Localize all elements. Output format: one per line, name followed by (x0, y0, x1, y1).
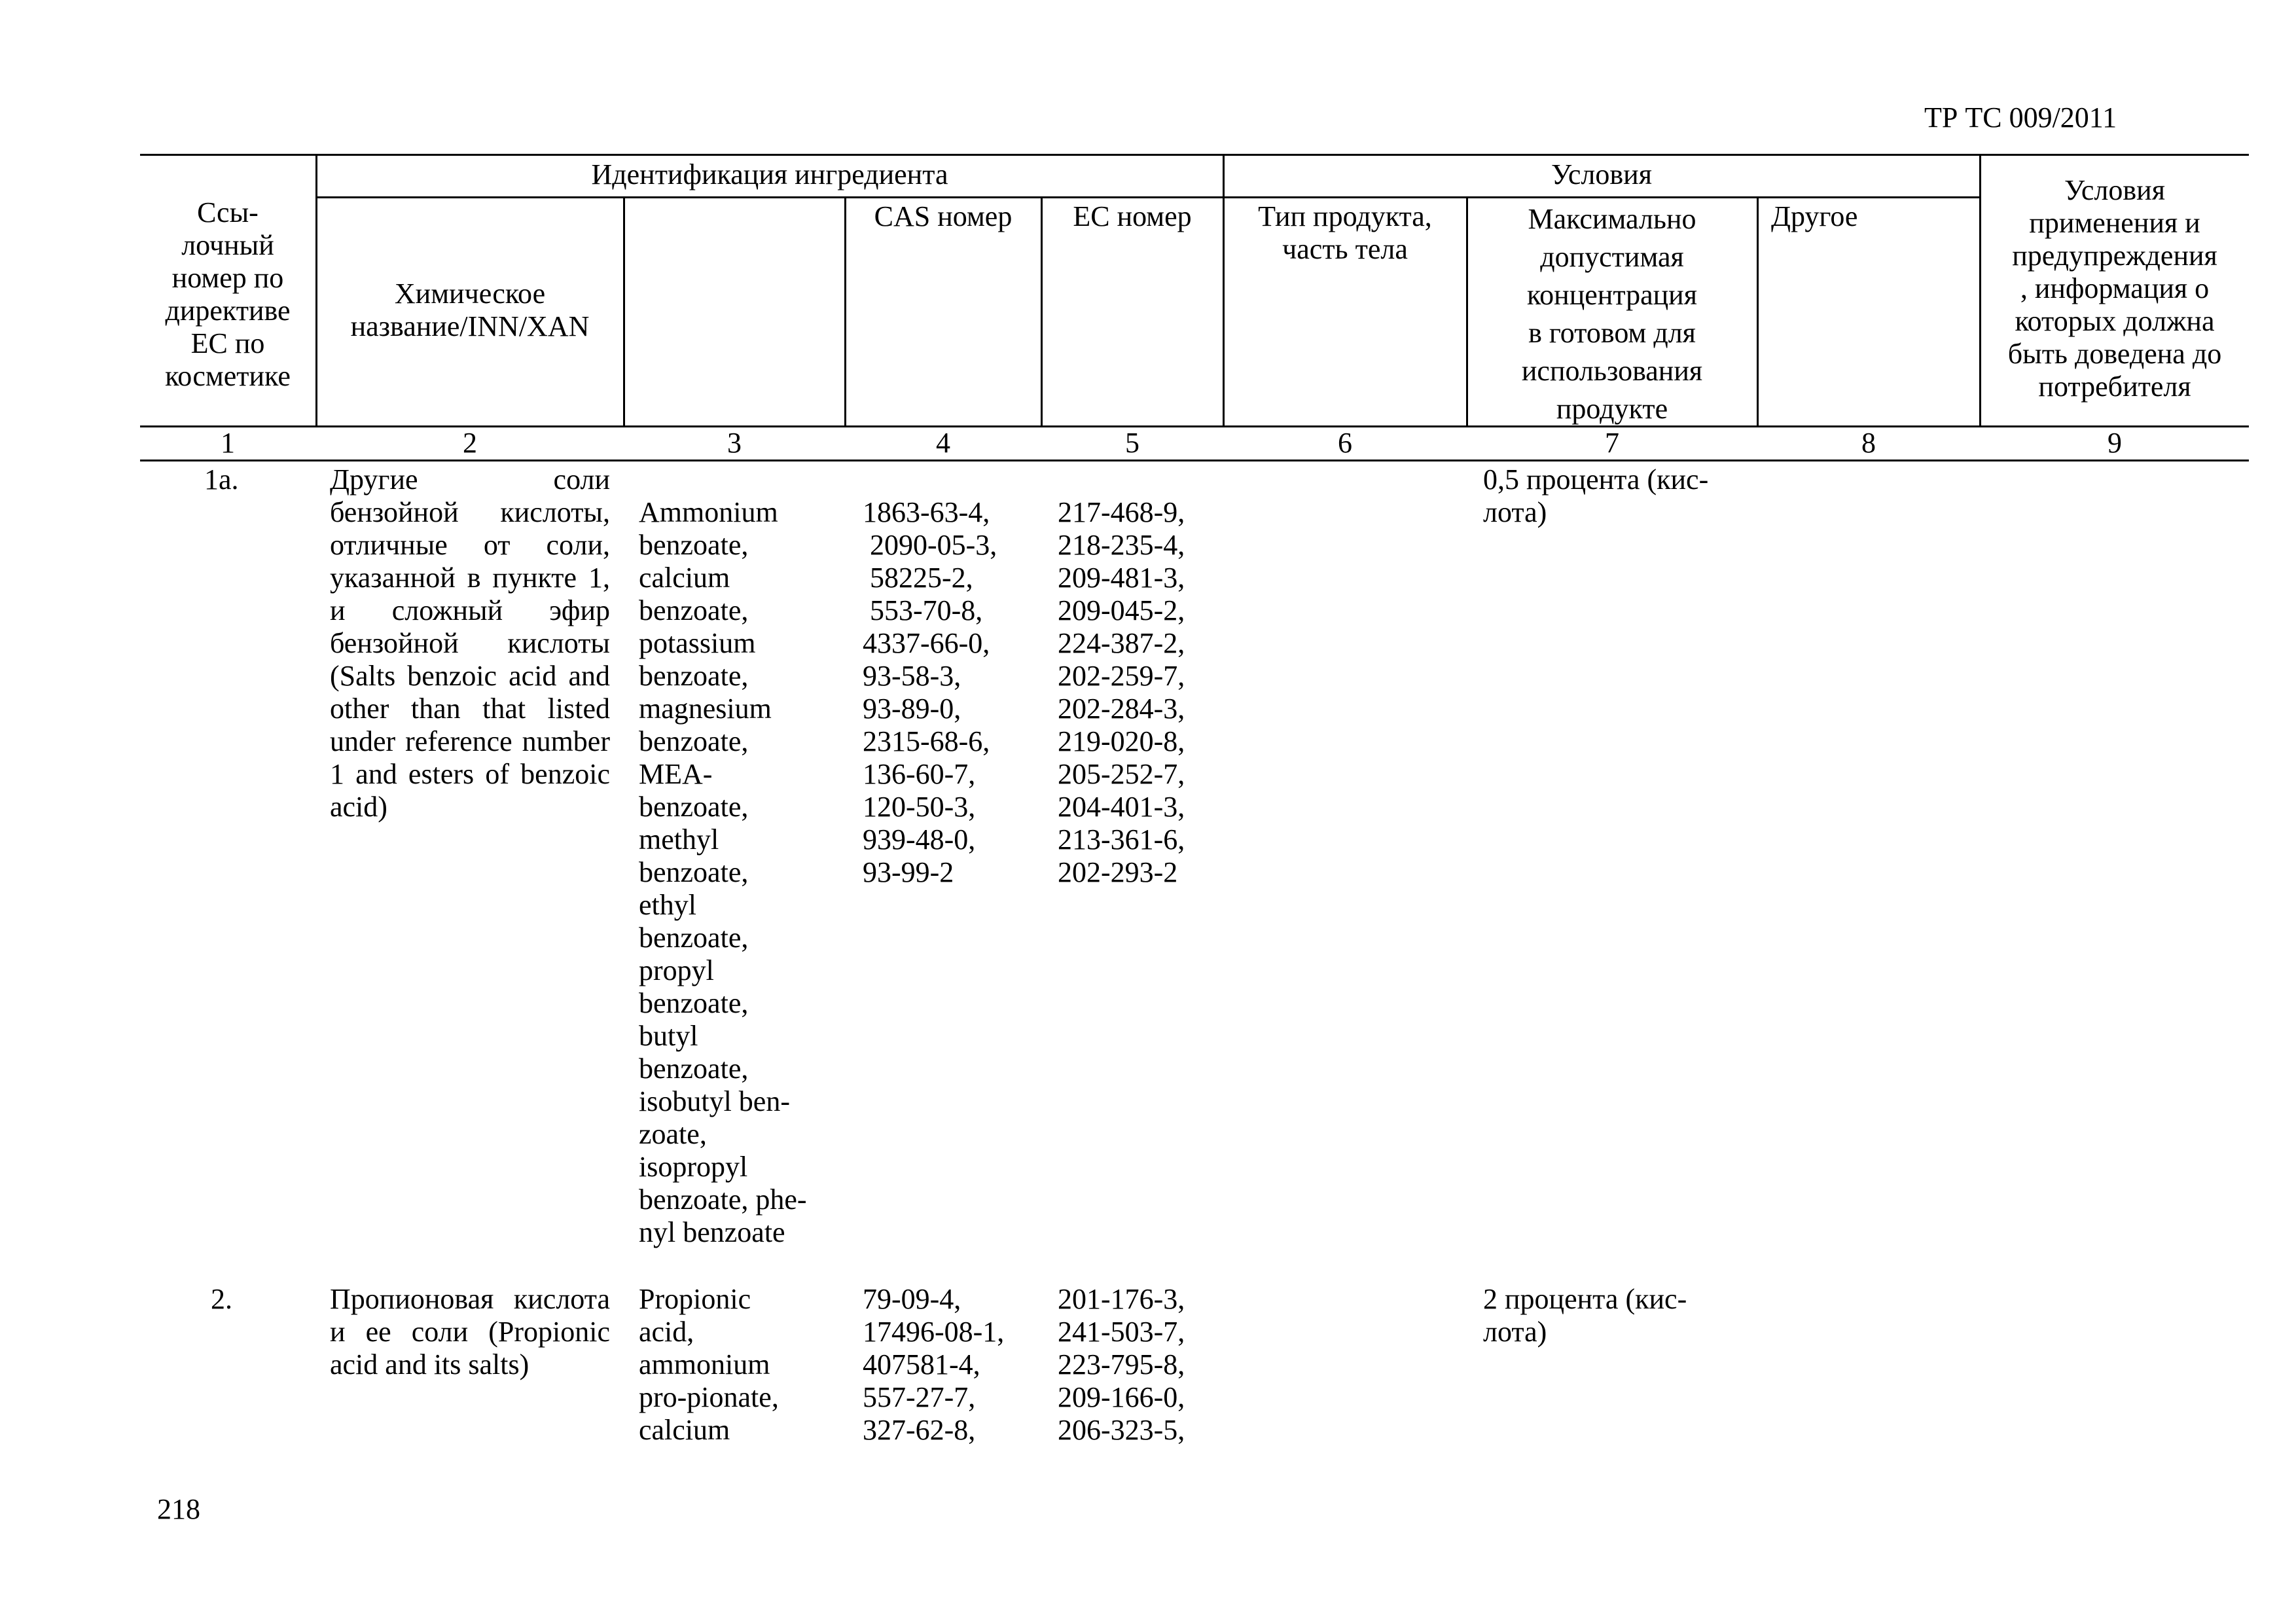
group-header-rule (315, 196, 1979, 198)
header-product-type: Тип продукта, часть тела (1258, 200, 1432, 265)
column-number: 5 (1125, 427, 1139, 459)
column-number: 1 (221, 427, 235, 459)
row-ingredient-names: Propionic acid, ammonium pro-pionate, calcium (639, 1283, 779, 1446)
group-header-identification: Идентификация ингредиента (591, 158, 948, 190)
table-top-rule (140, 154, 2249, 156)
column-number: 3 (727, 427, 742, 459)
page-header: ТР ТС 009/2011 (1924, 101, 2117, 134)
header-max-concentration: Максимально допустимая концентрация в готовом для использования продукте (1521, 203, 1703, 425)
row-ingredient-names: Ammonium benzoate, calcium benzoate, potassium benzoate, magnesium benzoate, MEA- benzoate, methyl benzoate, ethyl benzoate, propyl benzoate, butyl benzoate, isobutyl ben- zoate, isopropyl benzoate, phe- nyl benzoate (639, 496, 807, 1248)
header-chemical-name: Химическое название/INN/XAN (350, 278, 590, 342)
row-chemical-name: Пропионовая кислота и ее соли (Propionic acid and its salts) (330, 1283, 610, 1380)
column-number: 4 (936, 427, 950, 459)
row-cas-numbers: 79-09-4, 17496-08-1, 407581-4, 557-27-7, 327-62-8, (863, 1283, 1005, 1446)
header-ref-number: Ссы- лочный номер по директиве ЕС по косметике (165, 196, 291, 392)
column-number-rule (140, 460, 2249, 461)
header-ec: ЕС номер (1073, 200, 1192, 232)
header-warnings: Условия применения и предупреждения , информация о которых должна быть доведена до потребителя (2007, 174, 2222, 403)
row-ec-numbers: 217-468-9, 218-235-4, 209-481-3, 209-045-2, 224-387-2, 202-259-7, 202-284-3, 219-020-8, 205-252-7, 204-401-3, 213-361-6, 202-293-2 (1058, 496, 1185, 888)
row-ref-number: 1a. (204, 463, 239, 496)
col-divider-5 (1223, 154, 1225, 427)
col-divider-2 (623, 196, 625, 427)
header-cas: CAS номер (874, 200, 1013, 232)
col-divider-7 (1757, 196, 1759, 427)
group-header-conditions: Условия (1551, 158, 1652, 190)
row-cas-numbers: 1863-63-4, 2090-05-3, 58225-2, 553-70-8, 4337-66-0, 93-58-3, 93-89-0, 2315-68-6, 136-60-7, 120-50-3, 939-48-0, 93-99-2 (863, 496, 997, 888)
column-number: 7 (1605, 427, 1619, 459)
row-ref-number: 2. (211, 1283, 232, 1315)
column-number: 2 (463, 427, 477, 459)
column-number: 8 (1861, 427, 1876, 459)
column-number: 6 (1338, 427, 1352, 459)
header-other: Другое (1771, 200, 1858, 232)
page-number: 218 (157, 1493, 200, 1525)
column-number: 9 (2108, 427, 2122, 459)
row-chemical-name: Другие соли бензойной кислоты, отличные от соли, указанной в пункте 1, и сложный эфир бензойной кислоты (Salts benzoic acid and other than that listed under reference number 1 and esters of benzoic acid) (330, 463, 610, 823)
row-max-concentration: 0,5 процента (кис- лота) (1483, 463, 1709, 528)
row-max-concentration: 2 процента (кис- лота) (1483, 1283, 1687, 1348)
row-ec-numbers: 201-176-3, 241-503-7, 223-795-8, 209-166-0, 206-323-5, (1058, 1283, 1185, 1446)
